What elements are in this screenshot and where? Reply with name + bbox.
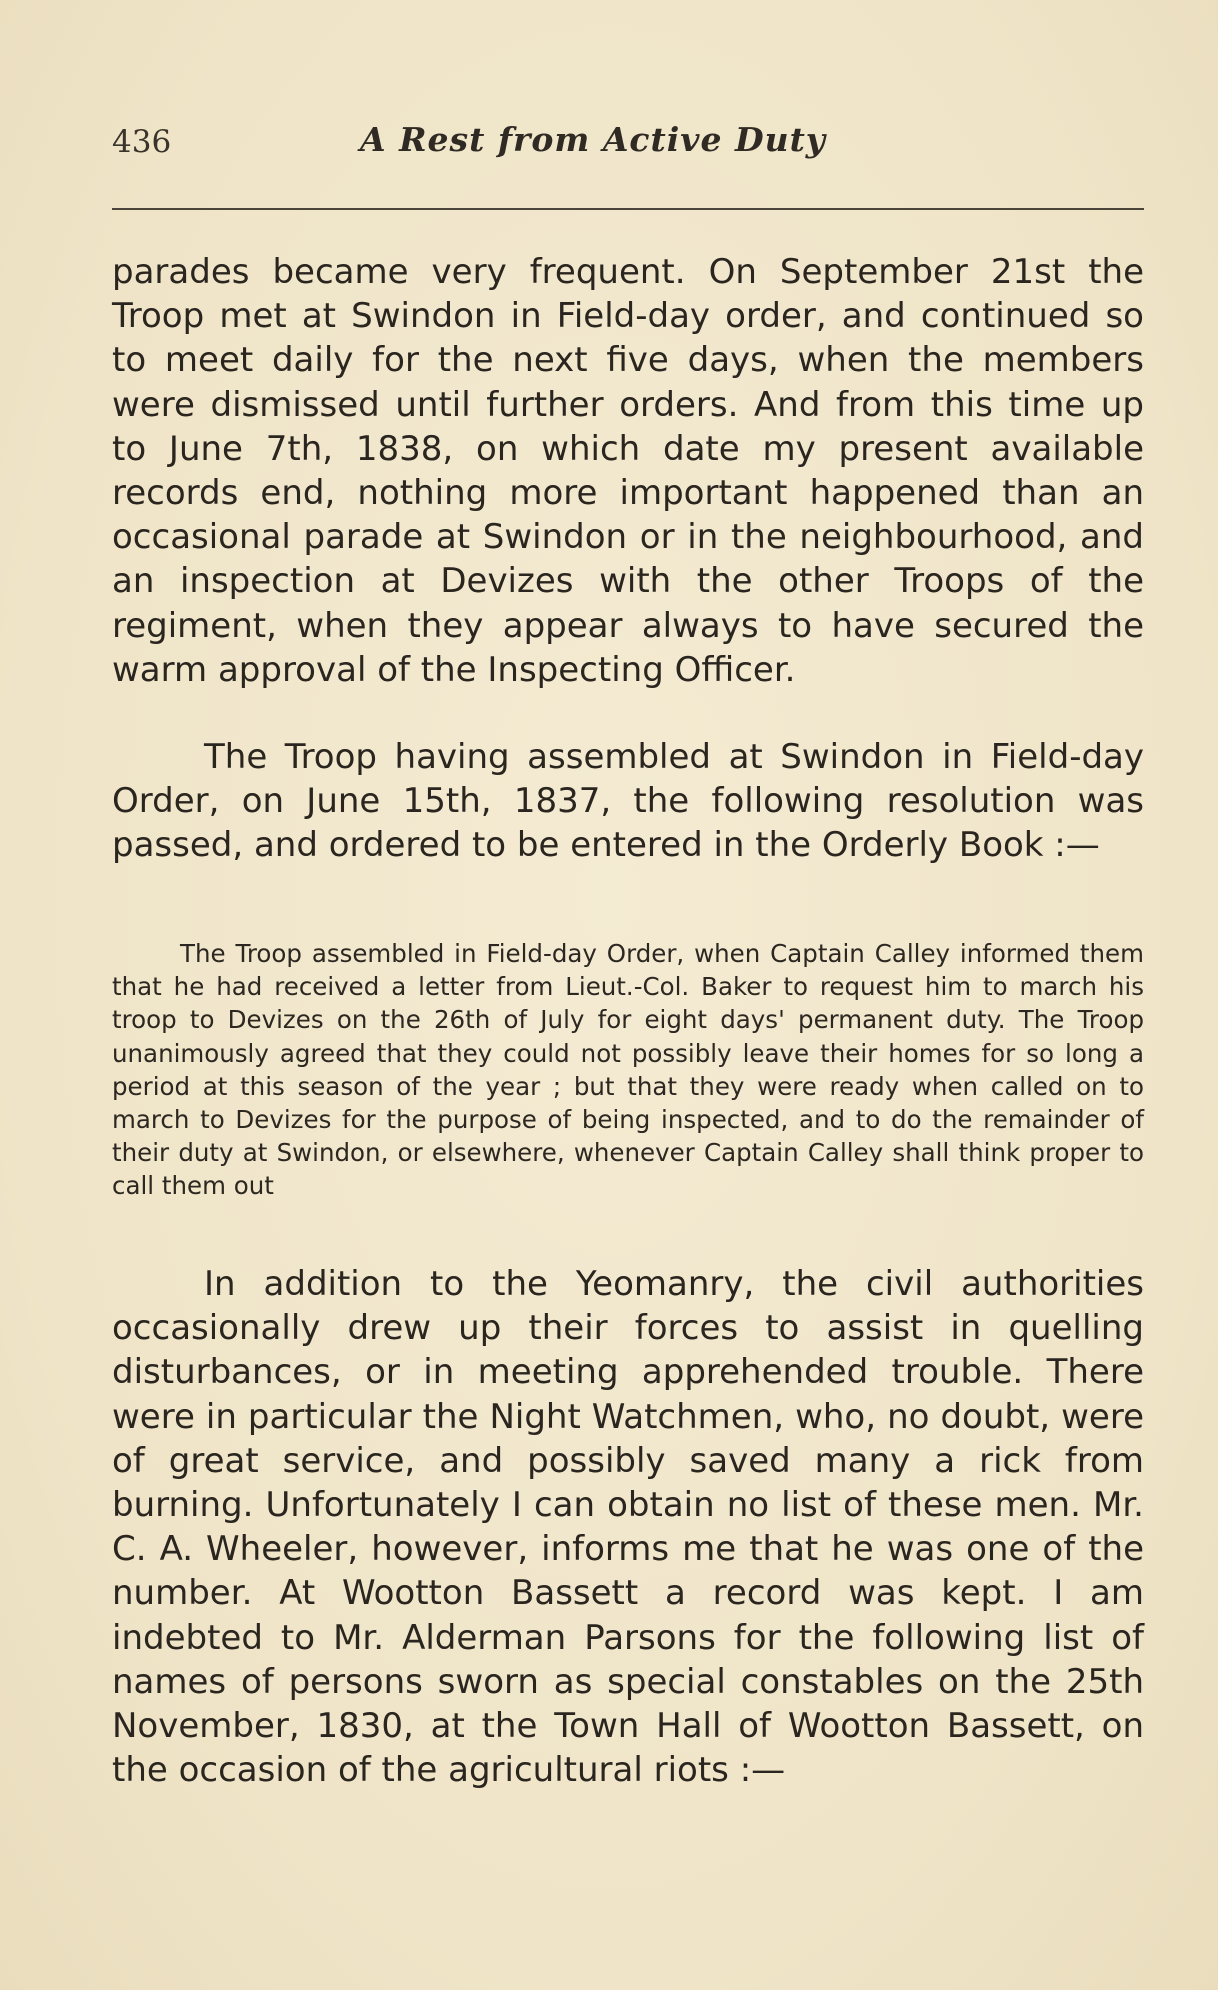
header-rule	[112, 208, 1144, 210]
quoted-resolution	[112, 937, 1144, 1203]
paragraph-parades	[112, 250, 1144, 692]
paragraph-troop-resolution-text: The Troop having assembled at Swindon in Field-day Order, on June 15th, 1837, the following resolution was passed, and ordered to be entered in the Orderly Book :—	[112, 737, 1144, 866]
paragraph-civil-authorities-text: In addition to the Yeomanry, the civil authorities occasionally drew up their forces to assist in quelling disturbances, or in meeting apprehended trouble. There were in particular the Night Watchmen, who, no doubt, were of great service, and possibly saved many a rick from burning. Unfortunately I can obtain no list of these men. Mr. C. A. Wheeler, however, informs me that he was one of the number. At Wootton Bassett a record was kept. I am indebted to Mr. Alderman Parsons for the following list of names of persons sworn as special constables on the 25th November, 1830, at the Town Hall of Wootton Bassett, on the occasion of the agricultural riots :—	[112, 1264, 1144, 1791]
page-header	[112, 120, 1144, 170]
page-number: 436	[112, 124, 172, 160]
paragraph-parades-text: parades became very frequent. On September 21st the Troop met at Swindon in Field-day order, and continued so to meet daily for the next five days, when the members were dismissed until further orders. And from this time up to June 7th, 1838, on which date my present available records end, nothing more important happened than an occasional parade at Swindon or in the neighbourhood, and an inspection at Devizes with the other Troops of the regiment, when they appear always to have secured the warm approval of the Inspecting Officer.	[112, 252, 1144, 690]
quoted-resolution-text: The Troop assembled in Field-day Order, when Captain Calley informed them that he had received a letter from Lieut.-Col. Baker to request him to march his troop to Devizes on the 26th of July for eight days' permanent duty. The Troop unanimously agreed that they could not possibly leave their homes for so long a period at this season of the year ; but that they were ready when called on to march to Devizes for the purpose of being inspected, and to do the remainder of their duty at Swindon, or elsewhere, whenever Captain Calley shall think proper to call them out	[112, 939, 1144, 1201]
paragraph-civil-authorities	[112, 1262, 1144, 1792]
running-title: A Rest from Active Duty	[360, 120, 826, 159]
paragraph-troop-resolution	[112, 735, 1144, 868]
